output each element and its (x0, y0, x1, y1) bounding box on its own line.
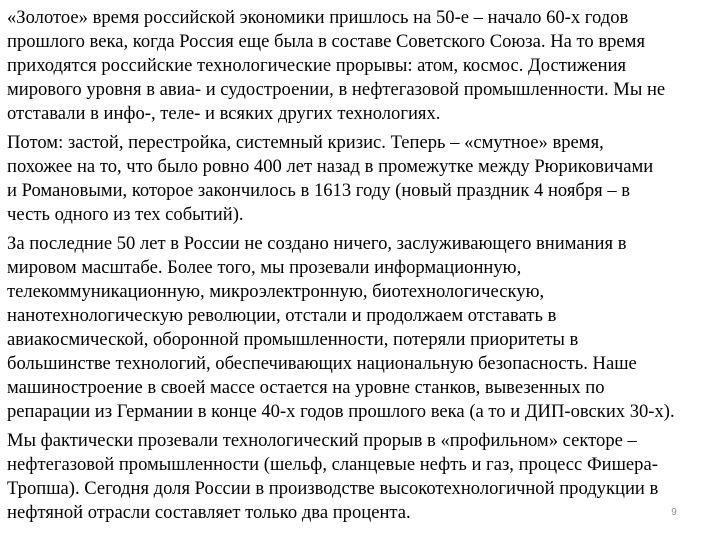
paragraph-stagnation (7, 131, 719, 227)
text-line: телекоммуникационную, микроэлектронную, биотехнологическую, (7, 281, 545, 302)
page-number: 9 (671, 507, 677, 518)
text-line: Потом: застой, перестройка, системный кризис. Теперь – «смутное» время, (7, 132, 604, 153)
text-line: «Золотое» время российской экономики пришлось на 50-е – начало 60-х годов (7, 7, 629, 28)
text-line: нанотехнологическую революции, отстали и продолжаем отставать в (7, 305, 557, 326)
text-line: машиностроение в своей массе остается на уровне станков, вывезенных по (7, 377, 605, 398)
text-line: похожее на то, что было ровно 400 лет назад в промежутке между Рюриковичами (7, 156, 654, 177)
text-line: приходятся российские технологические прорывы: атом, космос. Достижения (7, 55, 627, 76)
text-line: отставали в инфо-, теле- и всяких других технологиях. (7, 103, 441, 124)
paragraph-last-50-years (7, 232, 719, 424)
text-line: большинстве технологий, обеспечивающих национальную безопасность. Наше (7, 353, 637, 374)
text-line: нефтяной отрасли составляет только два процента. (7, 502, 411, 523)
text-line: Тропша). Сегодня доля России в производстве высокотехнологичной продукции в (7, 478, 659, 499)
text-line: репарации из Германии в конце 40-х годов прошлого века (а то и ДИП-овских 30-х). (7, 401, 675, 422)
text-line: авиакосмической, оборонной промышленности, потеряли приоритеты в (7, 329, 579, 350)
slide-text-body (7, 6, 719, 525)
text-line: Мы фактически прозевали технологический прорыв в «профильном» секторе – (7, 430, 637, 451)
text-line: прошлого века, когда Россия еще была в составе Советского Союза. На то время (7, 31, 645, 52)
text-line: мировом масштабе. Более того, мы прозевали информационную, (7, 257, 522, 278)
text-line: честь одного из тех событий). (7, 204, 244, 225)
paragraph-oil-gas (7, 429, 719, 525)
text-line: За последние 50 лет в России не создано ничего, заслуживающего внимания в (7, 233, 627, 254)
text-line: нефтегазовой промышленности (шельф, сланцевые нефть и газ, процесс Фишера- (7, 454, 658, 475)
text-line: и Романовыми, которое закончилось в 1613 году (новый праздник 4 ноября – в (7, 180, 631, 201)
paragraph-golden-era (7, 6, 719, 126)
text-line: мирового уровня в авиа- и судостроении, в нефтегазовой промышленности. Мы не (7, 79, 666, 100)
